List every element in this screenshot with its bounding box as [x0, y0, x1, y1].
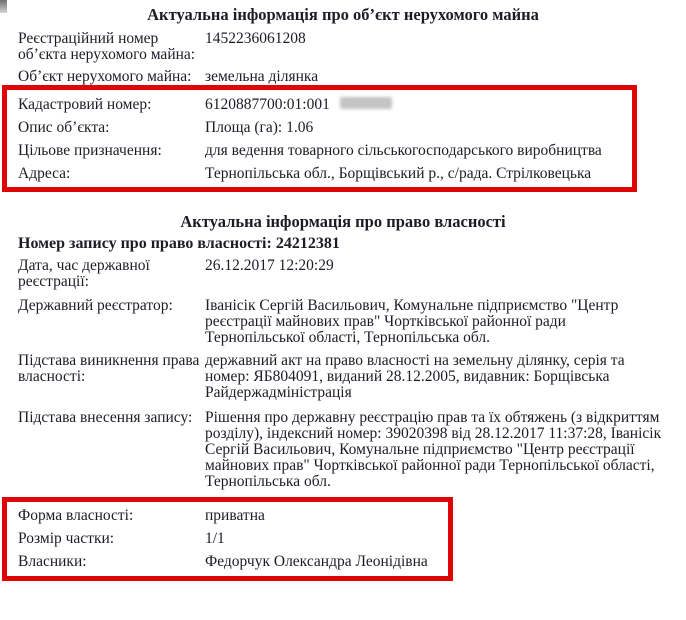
scan-corner-artifact — [0, 0, 7, 13]
cadastral-number-value: 6120887700:01:001 — [205, 96, 330, 113]
field-row-object-type — [18, 69, 666, 85]
highlight-box-owner-details — [2, 497, 453, 581]
field-value: Тернопільська обл., Борщівський р., с/рада. Стрілковецька — [205, 165, 592, 182]
field-label: Адреса: — [18, 165, 71, 182]
field-label: Державний реєстратор: — [18, 297, 173, 314]
field-row-address — [18, 166, 626, 182]
field-row-registration-datetime — [18, 258, 666, 290]
highlight-box-object-details — [2, 85, 637, 192]
field-label: Кадастровий номер: — [18, 96, 152, 113]
field-label: Розмір частки: — [18, 530, 115, 547]
ownership-section-title: Актуальна інформація про право власності — [180, 212, 506, 231]
field-value: земельна ділянка — [205, 68, 319, 85]
field-value: Федорчук Олександра Леонідівна — [205, 553, 428, 570]
field-row-cadastral-number — [18, 97, 626, 113]
redaction-blur-patch — [340, 97, 392, 109]
field-label: Опис об’єкта: — [18, 119, 110, 136]
field-label: Власники: — [18, 553, 87, 570]
field-row-ownership-basis — [18, 353, 666, 401]
object-section-title: Актуальна інформація про об’єкт нерухомого майна — [147, 5, 539, 24]
field-row-registration-number — [18, 31, 666, 63]
field-label: Реєстраційний номер об’єкта нерухомого майна: — [18, 30, 196, 63]
field-value — [205, 97, 626, 113]
field-label: Об’єкт нерухомого майна: — [18, 68, 192, 85]
field-value: 1/1 — [205, 530, 225, 547]
field-row-state-registrar — [18, 298, 666, 346]
field-value: Площа (га): 1.06 — [205, 119, 314, 136]
field-row-owners — [18, 554, 442, 570]
field-label: Цільове призначення: — [18, 142, 162, 159]
field-row-object-description — [18, 120, 626, 136]
field-value: Іванісік Сергій Васильович, Комунальне підприємство "Центр реєстрації майнових прав" Чортківської районної ради Тернопільської області, Тернопільська обл. — [205, 297, 619, 346]
field-value: 1452236061208 — [205, 30, 306, 47]
field-row-share-size — [18, 531, 442, 547]
field-label: Підстава внесення запису: — [18, 409, 193, 426]
field-value: Рішення про державну реєстрацію прав та їх обтяжень (з відкриттям розділу), індексний номер: 39020398 від 28.12.2017 11:37:28, Іванісік Сергій Васильович, Комунальне підприємство "Центр реєстрації майнових прав" Чортківської районної ради Тернопільської області, Тернопільська обл. — [205, 409, 662, 490]
field-value: 26.12.2017 12:20:29 — [205, 257, 334, 274]
field-row-designated-purpose — [18, 143, 626, 159]
field-value: приватна — [205, 507, 265, 524]
field-label: Дата, час державної реєстрації: — [18, 257, 150, 290]
field-label: Підстава виникнення права власності: — [18, 352, 200, 385]
field-value: державний акт на право власності на земельну ділянку, серія та номер: ЯБ804091, виданий 28.12.2005, видавник: Борщівська Райдержадміністрація — [205, 352, 625, 401]
field-row-ownership-form — [18, 508, 442, 524]
field-label: Форма власності: — [18, 507, 134, 524]
ownership-record-number-line: Номер запису про право власності: 24212381 — [18, 235, 340, 252]
field-value: для ведення товарного сільськогосподарського виробництва — [205, 142, 602, 159]
field-row-record-entry-basis — [18, 410, 666, 490]
